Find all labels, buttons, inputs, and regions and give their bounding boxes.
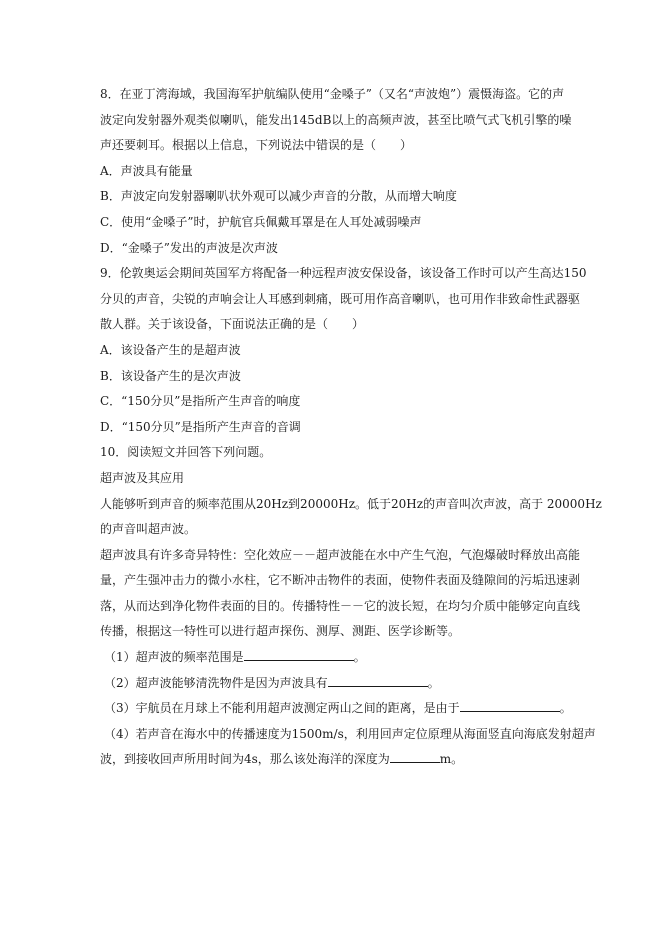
sub-question-2-text: （2）超声波能够清洗物件是因为声波具有 <box>104 675 328 690</box>
sub-question-4-line-1: （4）若声音在海水中的传播速度为1500m/s，利用回声定位原理从海面竖直向海底发射超声 <box>104 726 596 741</box>
passage-title: 超声波及其应用 <box>100 470 185 485</box>
question-8-option-c: C．使用“金嗓子”时，护航官兵佩戴耳罩是在人耳处减弱噪声 <box>100 214 422 229</box>
answer-blank-2[interactable] <box>328 672 428 687</box>
question-9-option-c: C．“150分贝”是指所产生声音的响度 <box>100 394 301 409</box>
sub-question-1-text: （1）超声波的频率范围是 <box>104 650 244 665</box>
question-8-stem-line-3: 声还要刺耳。根据以上信息，下列说法中错误的是（ ） <box>100 138 413 153</box>
sub-question-4-text: 波，到接收回声所用时间为4s，那么该处海洋的深度为 <box>100 752 390 767</box>
question-10 <box>100 440 602 773</box>
answer-blank-1[interactable] <box>244 646 354 661</box>
question-8-option-a: A．声波具有能量 <box>100 163 193 178</box>
passage-para-2-line-4: 传播，根据这一特性可以进行超声探伤、测厚、测距、医学诊断等。 <box>100 624 461 639</box>
question-9-stem-line-3: 散人群。关于该设备，下面说法正确的是（ ） <box>100 317 365 332</box>
answer-blank-4[interactable] <box>390 748 440 763</box>
question-9-option-b: B．该设备产生的是次声波 <box>100 368 241 383</box>
sub-question-2 <box>100 671 566 697</box>
passage-para-2-line-2: 量，产生强冲击力的微小水柱，它不断冲击物件的表面，使物件表面及缝隙间的污垢迅速剥 <box>100 573 581 588</box>
question-9-option-a: A．该设备产生的是超声波 <box>100 342 241 357</box>
passage-para-1-line-2: 的声音叫超声波。 <box>100 522 197 537</box>
passage-para-2-line-1: 超声波具有许多奇异特性：空化效应－－超声波能在水中产生气泡，气泡爆破时释放出高能 <box>100 547 581 562</box>
question-9 <box>100 261 587 440</box>
passage-para-2-line-3: 落，从而达到净化物件表面的目的。传播特性－－它的波长短，在均匀介质中能够定向直线 <box>100 598 581 613</box>
question-8-option-d: D．“金嗓子”发出的声波是次声波 <box>100 240 278 255</box>
question-8-stem-line-2: 波定向发射器外观类似喇叭，能发出145dB以上的高频声波，甚至比喷气式飞机引擎的噪 <box>100 112 572 127</box>
question-10-intro: 10．阅读短文并回答下列问题。 <box>100 445 272 460</box>
question-8-option-b: B．声波定向发射器喇叭状外观可以减少声音的分散，从而增大响度 <box>100 189 457 204</box>
sub-question-1 <box>100 645 566 671</box>
sub-question-4-end: m。 <box>439 752 464 767</box>
passage-para-1-line-1: 人能够听到声音的频率范围从20Hz到20000Hz。低于20Hz的声音叫次声波，高于 20000Hz <box>100 496 602 511</box>
sub-question-4-line-2 <box>100 747 566 773</box>
sub-question-3 <box>100 696 572 722</box>
question-9-option-d: D．“150分贝”是指所产生声音的音调 <box>100 419 301 434</box>
sub-question-1-end: 。 <box>353 650 366 665</box>
sub-question-3-text: （3）宇航员在月球上不能利用超声波测定两山之间的距离，是由于 <box>104 701 460 716</box>
worksheet-content <box>100 82 602 773</box>
question-8-stem-line-1: 8．在亚丁湾海域，我国海军护航编队使用“金嗓子”（又名“声波炮”）震慑海盗。它的声 <box>100 87 565 101</box>
answer-blank-3[interactable] <box>460 697 560 712</box>
question-9-stem-line-2: 分贝的声音，尖锐的声响会让人耳感到刺痛，既可用作高音喇叭，也可用作非致命性武器驱 <box>100 291 581 306</box>
question-9-stem-line-1: 9．伦敦奥运会期间英国军方将配备一种远程声波安保设备，该设备工作时可以产生高达150 <box>100 266 587 281</box>
sub-question-2-end: 。 <box>427 675 440 690</box>
question-8 <box>100 82 572 261</box>
sub-question-3-end: 。 <box>559 701 572 716</box>
